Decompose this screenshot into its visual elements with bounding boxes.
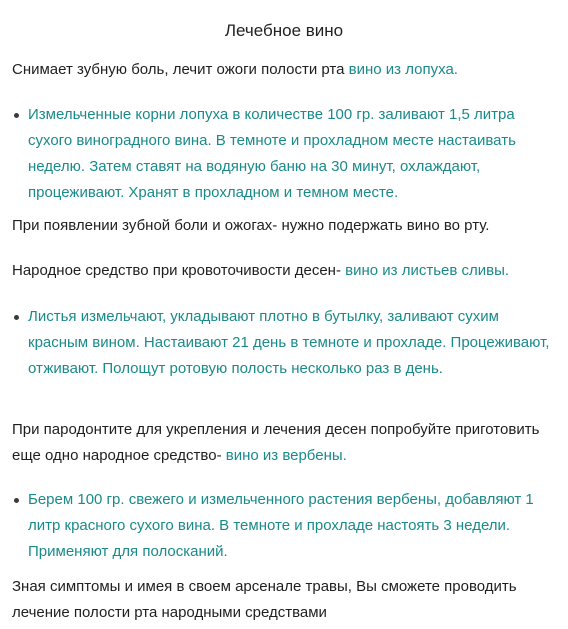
intro-paragraph	[12, 57, 557, 83]
periodontitis-text: При пародонтите для укрепления и лечения десен попробуйте приготовить еще одно народное средство-	[12, 421, 540, 464]
usage-text: При появлении зубной боли и ожогах- нужно подержать вино во рту.	[12, 217, 490, 234]
list-item-burdock	[12, 102, 557, 206]
gum-bleeding-paragraph	[12, 258, 557, 284]
burdock-wine-link[interactable]: вино из лопуха.	[348, 61, 458, 78]
verbena-recipe-text: Берем 100 гр. свежего и измельченного растения вербены, добавляют 1 литр красного сухого вина. В темноте и прохладе настоять 3 недели. Применяют для полосканий.	[28, 491, 534, 560]
plum-recipe-text: Листья измельчают, укладывают плотно в бутылку, заливают сухим красным вином. Настаивают 21 день в темноте и прохладе. Процеживают, отживают. Полощут ротовую полость несколько раз в день.	[28, 308, 550, 377]
conclusion-paragraph	[12, 574, 557, 626]
intro-text: Снимает зубную боль, лечит ожоги полости рта	[12, 61, 349, 78]
list-item-plum	[12, 304, 557, 408]
article-title: Лечебное вино	[224, 21, 344, 40]
conclusion-text: Зная симптомы и имея в своем арсенале травы, Вы сможете проводить лечение полости рта народными средствами	[12, 578, 517, 621]
bullet-icon	[14, 498, 19, 503]
bullet-icon	[14, 315, 19, 320]
list-item-verbena	[12, 487, 557, 565]
burdock-recipe-text: Измельченные корни лопуха в количестве 100 гр. заливают 1,5 литра сухого виноградного вина. В темноте и прохладном месте настаивать неделю. Затем ставят на водяную баню на 30 минут, охлаждают, процеживают. Хранят в прохладном и темном месте.	[28, 106, 516, 201]
bullet-icon	[14, 113, 19, 118]
periodontitis-paragraph	[12, 417, 557, 469]
verbena-wine-link[interactable]: вино из вербены.	[225, 447, 347, 464]
usage-paragraph	[12, 213, 557, 239]
plum-leaf-wine-link[interactable]: вино из листьев сливы.	[345, 262, 510, 279]
gum-bleeding-text: Народное средство при кровоточивости десен-	[12, 262, 346, 279]
